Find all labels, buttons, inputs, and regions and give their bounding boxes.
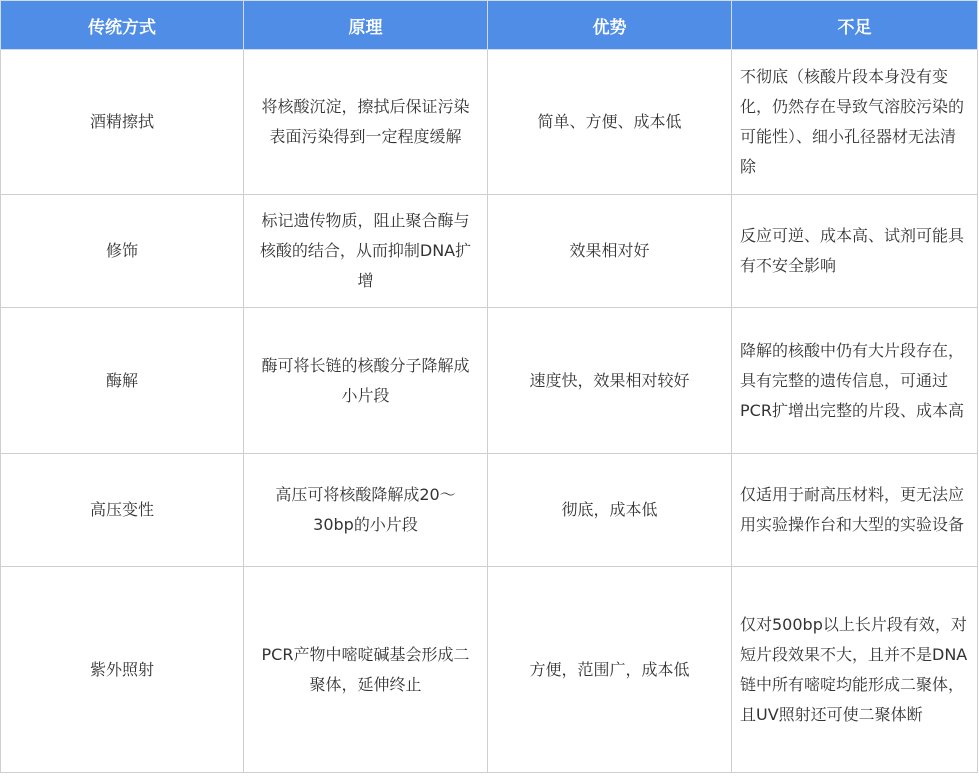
principle-text: 酶可将长链的核酸分子降解成小片段 (261, 355, 470, 405)
disadvantage-cell (732, 454, 978, 567)
disadvantage-text: 降解的核酸中仍有大片段存在，具有完整的遗传信息，可通过PCR扩增出完整的片段、成本高 (740, 340, 965, 420)
method-cell (1, 454, 244, 567)
table-header (1, 1, 978, 50)
principle-cell (244, 567, 488, 773)
method-cell (1, 195, 244, 308)
principle-cell (244, 454, 488, 567)
principle-text: 高压可将核酸降解成20～30bp的小片段 (275, 485, 456, 534)
advantage-text: 方便，范围广，成本低 (529, 659, 690, 679)
method-cell (1, 567, 244, 773)
method-text: 高压变性 (89, 500, 154, 519)
table-row (1, 195, 978, 308)
advantage-cell (488, 454, 732, 567)
header-advantage: 优势 (488, 1, 732, 50)
disadvantage-text: 反应可逆、成本高、试剂可能具有不安全影响 (740, 226, 965, 275)
method-text: 修饰 (105, 241, 138, 260)
header-disadvantage: 不足 (732, 1, 978, 50)
method-text: 酒精擦拭 (89, 112, 154, 131)
advantage-text: 效果相对好 (569, 241, 650, 260)
method-text: 酶解 (105, 370, 138, 390)
principle-cell (244, 195, 488, 308)
table-body (1, 50, 978, 773)
method-text: 紫外照射 (89, 659, 154, 679)
principle-text: PCR产物中嘧啶碱基会形成二聚体，延伸终止 (261, 644, 470, 694)
advantage-cell (488, 50, 732, 195)
advantage-text: 简单、方便、成本低 (537, 112, 682, 131)
disadvantage-text: 不彻底（核酸片段本身没有变化，仍然存在导致气溶胶污染的可能性）、细小孔径器材无法清除 (740, 67, 965, 176)
disadvantage-cell (732, 50, 978, 195)
advantage-cell (488, 308, 732, 454)
header-method: 传统方式 (1, 1, 244, 50)
header-principle: 原理 (244, 1, 488, 50)
disadvantage-cell (732, 567, 978, 773)
principle-cell (244, 308, 488, 454)
table-row (1, 454, 978, 567)
method-cell (1, 50, 244, 195)
disadvantage-cell (732, 308, 978, 454)
table-row (1, 308, 978, 454)
principle-text: 将核酸沉淀，擦拭后保证污染表面污染得到一定程度缓解 (261, 97, 470, 146)
principle-text: 标记遗传物质，阻止聚合酶与核酸的结合，从而抑制DNA扩增 (259, 211, 472, 290)
advantage-text: 彻底，成本低 (561, 500, 658, 519)
advantage-cell (488, 195, 732, 308)
disadvantage-cell (732, 195, 978, 308)
table-row (1, 50, 978, 195)
table-row (1, 567, 978, 773)
disadvantage-text: 仅对500bp以上长片段有效，对短片段效果不大，且并不是DNA链中所有嘧啶均能形成二聚体，且UV照射还可使二聚体断 (740, 614, 968, 724)
advantage-cell (488, 567, 732, 773)
header-row (1, 1, 978, 50)
disadvantage-text: 仅适用于耐高压材料，更无法应用实验操作台和大型的实验设备 (740, 485, 965, 534)
advantage-text: 速度快，效果相对较好 (529, 370, 690, 390)
method-cell (1, 308, 244, 454)
principle-cell (244, 50, 488, 195)
